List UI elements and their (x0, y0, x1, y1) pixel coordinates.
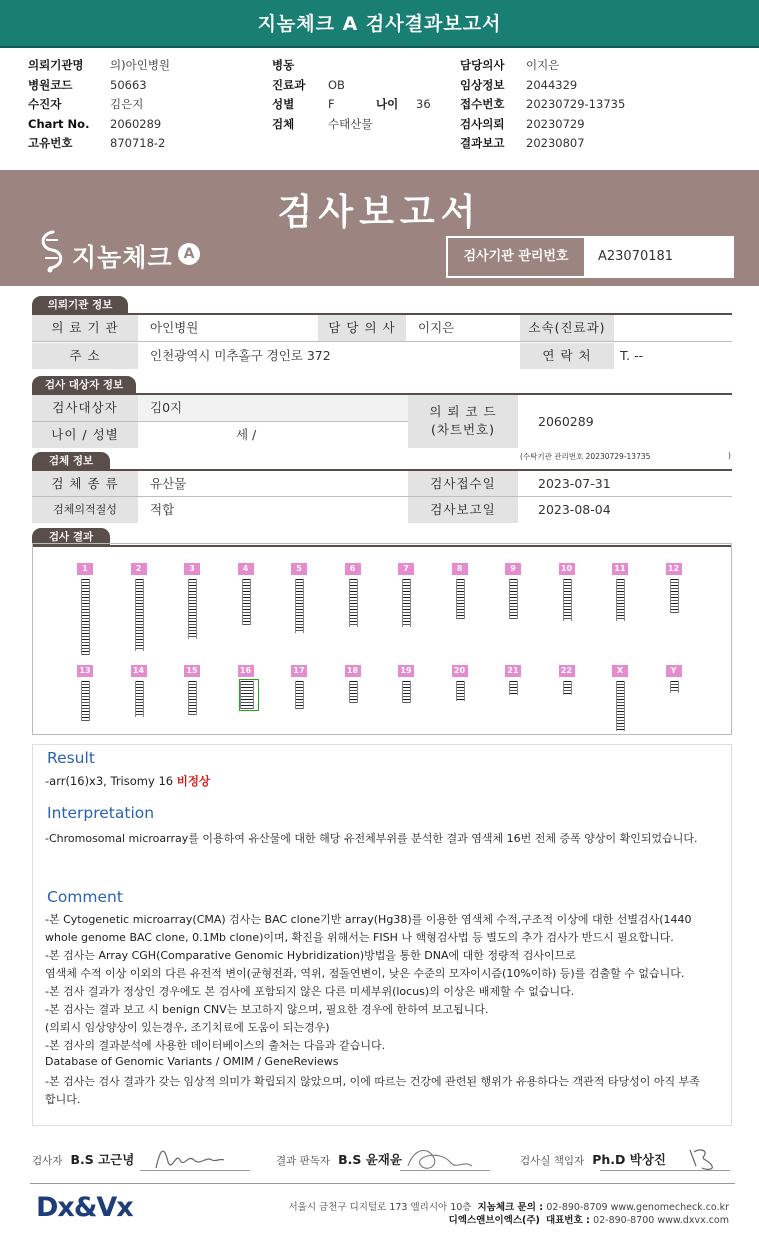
institution-name-value: 아인병원 (150, 320, 199, 335)
management-number-value: A23070181 (586, 238, 732, 276)
chromosome-ideogram (349, 681, 358, 703)
ward-label: 병동 (272, 58, 295, 72)
row-divider (32, 341, 732, 342)
chromosome-ideogram (240, 681, 254, 709)
section-tab-results: 검사 결과 (32, 528, 110, 546)
chromosome-label: 20 (452, 665, 468, 677)
comment-line: -본 검사 결과가 정상인 경우에도 본 검사에 포함되지 않은 다른 미세부위(locus)의 이상은 배제할 수 없습니다. (45, 985, 575, 998)
chromosome-ideogram (295, 681, 304, 709)
chromosome-ideogram (295, 579, 304, 633)
result-date-value: 20230807 (526, 136, 585, 150)
request-code-value: 2060289 (538, 414, 594, 429)
chromosome-label: 2 (131, 563, 147, 575)
signature-label: 검사실 책임자 (520, 1155, 585, 1167)
affiliation-value (614, 315, 732, 341)
comment-line: -본 Cytogenetic microarray(CMA) 검사는 BAC clone기반 array(Hg38)를 이용한 염색체 수적,구조적 이상에 대한 선별검사(1440 (45, 913, 692, 926)
doctor-value: 이지은 (526, 58, 560, 72)
signature-name: B.S 윤재윤 (338, 1152, 402, 1167)
trisomy-highlight-box (239, 679, 259, 711)
chromosome-label: 21 (505, 665, 521, 677)
institution-label: 의뢰기관명 (28, 58, 84, 72)
chart-no-value: 2060289 (110, 116, 162, 131)
subject-name-value: 김0지 (138, 395, 408, 421)
chromosome-label: 11 (612, 563, 628, 575)
chromosome-label: Y (666, 665, 682, 677)
chromosome-label: 6 (345, 563, 361, 575)
chromosome-ideogram (81, 681, 90, 721)
footer-genomecheck-label: 지놈체크 문의 : (477, 1202, 547, 1213)
age-sex-value: 세 / (236, 427, 257, 442)
chromosome-ideogram (509, 681, 518, 695)
section-tab-institution: 의뢰기관 정보 (32, 296, 128, 314)
chromosome-ideogram (188, 579, 197, 639)
contact-label: 연 락 처 (520, 343, 614, 369)
contractor-number-note: (수탁기관 관리번호 20230729-13735 (520, 452, 651, 461)
chromosome-ideogram (242, 579, 251, 625)
karyotype-panel (32, 543, 732, 735)
metadata-column-2 (272, 56, 431, 134)
report-header-title: 지놈체크 A 검사결과보고서 (0, 0, 759, 48)
receipt-no-value: 20230729-13735 (526, 97, 626, 111)
signature-lab-director (520, 1148, 666, 1172)
chromosome-ideogram (670, 681, 679, 693)
genomecheck-logo (36, 228, 216, 278)
result-text (45, 773, 210, 789)
request-code-label-line2: (차트번호) (430, 422, 496, 437)
specimen-type-value: 유산물 (150, 476, 187, 491)
age-label: 나이 (376, 97, 399, 111)
comment-line: 합니다. (45, 1093, 81, 1106)
handwritten-signature-1 (150, 1140, 230, 1174)
dna-spiral-icon (36, 228, 70, 274)
chromosome-ideogram (402, 579, 411, 627)
specimen-value: 수태산물 (328, 116, 373, 131)
chromosome-label: 8 (452, 563, 468, 575)
comment-line: -본 검사는 검사 결과가 갖는 임상적 의미가 확립되지 않았으며, 이에 따르는 건강에 관련된 행위가 유용하다는 객관적 타당성이 아직 부족 (45, 1075, 700, 1088)
comment-line: -본 검사는 Array CGH(Comparative Genomic Hybridization)방법을 통한 DNA에 대한 정량적 검사이므로 (45, 949, 576, 962)
chromosome-ideogram (563, 579, 572, 621)
signature-name: B.S 고근녕 (70, 1152, 135, 1167)
chromosome-label: 16 (238, 665, 254, 677)
footer-line-1 (289, 1199, 730, 1213)
unique-id-value: 870718-2 (110, 136, 166, 150)
request-metadata (28, 56, 748, 152)
attending-doctor-label: 담 당 의 사 (318, 315, 406, 341)
attending-doctor-value: 이지은 (418, 320, 455, 335)
chromosome-label: 1 (77, 563, 93, 575)
section-tab-specimen: 검체 정보 (32, 452, 110, 470)
signature-line (140, 1170, 250, 1171)
comment-heading: Comment (47, 888, 123, 906)
clinical-info-label: 임상정보 (460, 77, 505, 92)
specimen-adequacy-label: 검체의적절성 (32, 497, 138, 523)
chromosome-ideogram (670, 579, 679, 613)
comment-line: 염색체 수적 이상 이외의 다른 유전적 변이(균형전좌, 역위, 점돌연변이, 낮은 수준의 모자이시즘(10%이하) 등)를 검출할 수 없습니다. (45, 967, 685, 980)
footer-main-number: 02-890-8700 www.dxvx.com (593, 1215, 729, 1226)
department-value: OB (328, 77, 345, 92)
sex-value: F (328, 97, 335, 111)
footer-address: 서울시 금천구 디지털로 173 엘리시아 10층 (288, 1202, 472, 1213)
chromosome-label: 17 (291, 665, 307, 677)
management-number-box (446, 236, 734, 278)
chromosome-label: 10 (559, 563, 575, 575)
address-label: 주 소 (32, 343, 138, 369)
signature-tester (32, 1148, 134, 1172)
footer-main-number-label: 대표번호 : (545, 1215, 594, 1226)
sex-label: 성별 (272, 97, 295, 111)
signature-label: 결과 판독자 (276, 1155, 331, 1167)
signature-line (400, 1170, 490, 1171)
chromosome-label: 22 (559, 665, 575, 677)
request-date-value: 20230729 (526, 116, 585, 131)
comment-line: -본 검사는 결과 보고 시 benign CNV는 보고하지 않으며, 필요한 경우에 한하여 보고됩니다. (45, 1003, 489, 1016)
patient-label: 수진자 (28, 97, 62, 111)
comment-line: -본 검사의 결과분석에 사용한 데이터베이스의 출처는 다음과 같습니다. (45, 1039, 386, 1052)
unique-id-label: 고유번호 (28, 136, 73, 150)
footer-line-2 (449, 1212, 729, 1226)
banner-title: 검사보고서 (277, 192, 482, 233)
chromosome-ideogram (349, 579, 358, 627)
institution-value: 의)아인병원 (110, 58, 171, 72)
signature-name: Ph.D 박상진 (592, 1152, 666, 1167)
department-label: 진료과 (272, 77, 306, 92)
chromosome-ideogram (81, 579, 90, 655)
age-value: 36 (416, 97, 431, 111)
request-code-label (408, 395, 518, 448)
signature-line (600, 1170, 730, 1171)
chromosome-label: 15 (184, 665, 200, 677)
result-heading: Result (47, 749, 95, 767)
address-value: 인천광역시 미추홀구 경인로 372 (150, 348, 331, 363)
report-date-label: 검사보고일 (408, 497, 518, 523)
footer-genomecheck-contact: 02-890-8709 www.genomecheck.co.kr (546, 1202, 729, 1213)
chromosome-label: 12 (666, 563, 682, 575)
comment-line: whole genome BAC clone, 0.1Mb clone)이며, 확진을 위해서는 FISH 나 핵형검사법 등 별도의 추가 검사가 반드시 필요합니다. (45, 931, 674, 944)
chromosome-ideogram (563, 681, 572, 695)
handwritten-signature-3 (686, 1144, 718, 1172)
institution-name-label: 의 료 기 관 (32, 315, 138, 341)
management-number-label: 검사기관 관리번호 (448, 238, 586, 276)
patient-value: 김은지 (110, 97, 144, 111)
affiliation-label: 소속(진료과) (520, 315, 614, 341)
chromosome-ideogram (616, 579, 625, 621)
signature-label: 검사자 (32, 1155, 63, 1167)
receipt-no-label: 접수번호 (460, 97, 505, 111)
specimen-adequacy-value: 적합 (150, 502, 175, 517)
received-date-value: 2023-07-31 (538, 476, 611, 491)
chromosome-ideogram (456, 579, 465, 619)
contact-value: T. -- (620, 348, 644, 363)
report-body (32, 744, 732, 1126)
dxvx-logo: Dx&Vx (36, 1192, 133, 1223)
interpretation-text: -Chromosomal microarray를 이용하여 유산물에 대한 해당 유전체부위를 분석한 결과 염색체 16번 전체 증폭 양상이 확인되었습니다. (45, 832, 698, 845)
age-sex-label: 나이 / 성별 (32, 422, 138, 448)
contractor-number-note-end: ) (728, 451, 731, 460)
footer-company-name: 디엑스앤브이엑스(주) (448, 1215, 540, 1226)
result-date-label: 결과보고 (460, 136, 505, 150)
logo-badge: A (178, 243, 200, 265)
report-date-value: 2023-08-04 (538, 502, 611, 517)
hospital-code-value: 50663 (110, 77, 147, 92)
chromosome-ideogram (456, 681, 465, 701)
logo-text: 지놈체크 (72, 243, 173, 272)
chromosome-label: 18 (345, 665, 361, 677)
interpretation-heading: Interpretation (47, 804, 155, 822)
request-code-label-line1: 의 뢰 코 드 (429, 404, 497, 419)
subject-name-label: 검사대상자 (32, 395, 138, 421)
specimen-label: 검체 (272, 116, 295, 131)
section-tab-subject: 검사 대상자 정보 (32, 376, 136, 394)
chromosome-ideogram (616, 681, 625, 731)
clinical-info-value: 2044329 (526, 77, 578, 92)
chromosome-label: X (612, 665, 628, 677)
comment-line: (의뢰시 임상양상이 있는경우, 조기치료에 도움이 되는경우) (45, 1021, 330, 1034)
chromosome-label: 14 (131, 665, 147, 677)
request-date-label: 검사의뢰 (460, 116, 505, 131)
chromosome-ideogram (188, 681, 197, 715)
abnormal-flag: 비정상 (176, 774, 211, 788)
metadata-column-1 (28, 56, 170, 154)
chromosome-ideogram (135, 681, 144, 717)
report-banner (0, 170, 759, 286)
received-date-label: 검사접수일 (408, 471, 518, 497)
doctor-label: 담당의사 (460, 58, 505, 72)
result-value: -arr(16)x3, Trisomy 16 (45, 774, 177, 788)
chromosome-ideogram (509, 579, 518, 619)
chromosome-ideogram (402, 681, 411, 703)
chromosome-ideogram (135, 579, 144, 651)
specimen-type-label: 검 체 종 류 (32, 471, 138, 497)
chromosome-label: 3 (184, 563, 200, 575)
chromosome-label: 5 (291, 563, 307, 575)
hospital-code-label: 병원코드 (28, 77, 73, 92)
chromosome-label: 4 (238, 563, 254, 575)
metadata-column-3 (460, 56, 625, 154)
chart-no-label: Chart No. (28, 116, 90, 131)
chromosome-label: 7 (398, 563, 414, 575)
chromosome-label: 13 (77, 665, 93, 677)
signature-reviewer (276, 1148, 402, 1172)
footer-divider (30, 1183, 735, 1184)
chromosome-label: 19 (398, 665, 414, 677)
chromosome-label: 9 (505, 563, 521, 575)
comment-line: Database of Genomic Variants / OMIM / GeneReviews (45, 1055, 339, 1068)
